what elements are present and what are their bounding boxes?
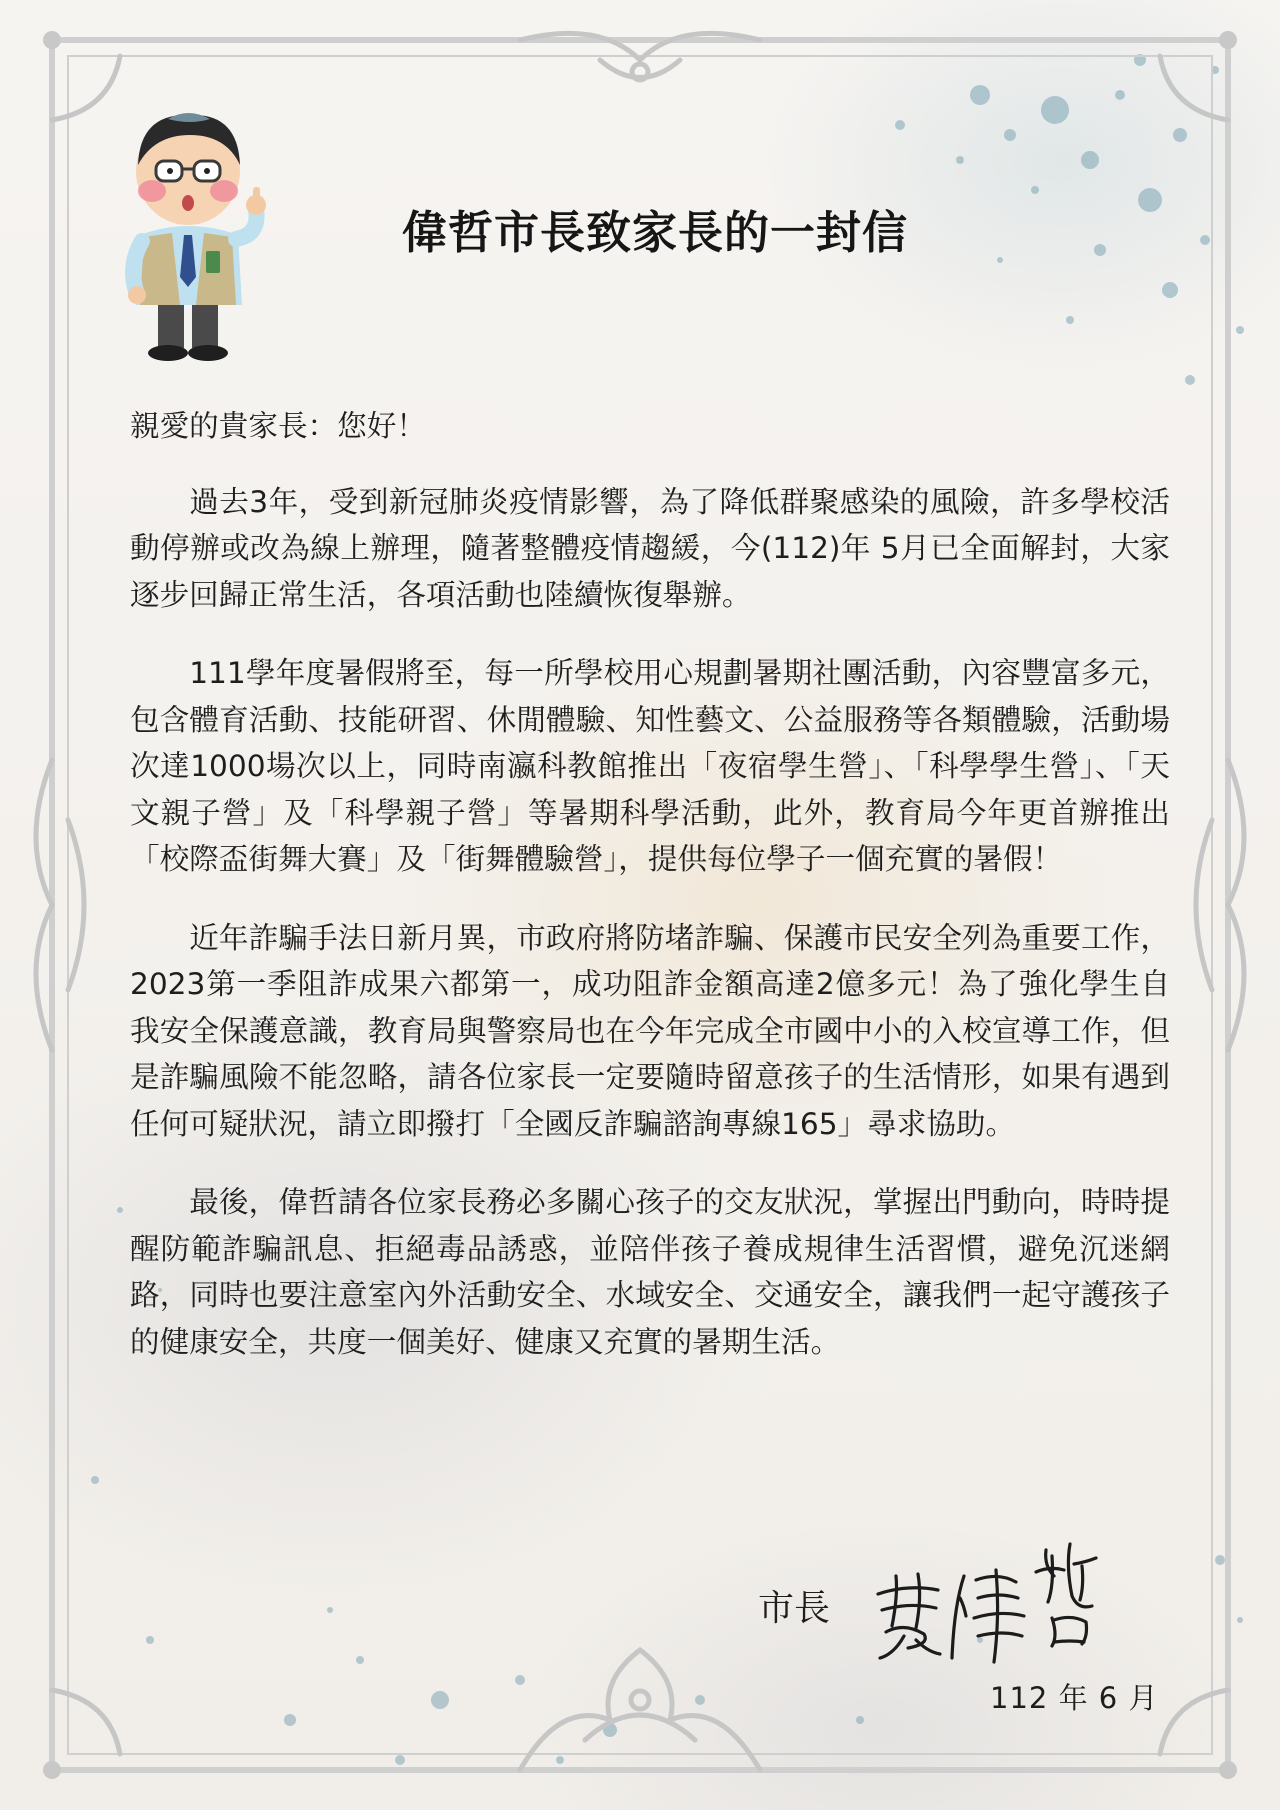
letter-greeting: 親愛的貴家長：您好！: [130, 409, 426, 443]
paragraph-covid-recovery: 過去3年，受到新冠肺炎疫情影響，為了降低群聚感染的風險，許多學校活動停辦或改為線上辦理，隨著整體疫情趨緩，今(112)年 5月已全面解封，大家逐步回歸正常生活，各項活動也陸續恢復舉辦。: [130, 484, 1170, 612]
mayor-cartoon-icon: [110, 105, 270, 365]
signature-label: 市長: [758, 1588, 831, 1629]
paragraph-closing: 最後，偉哲請各位家長務必多關心孩子的交友狀況，掌握出門動向，時時提醒防範詐騙訊息、拒絕毒品誘惑，並陪伴孩子養成規律生活習慣，避免沉迷網路，同時也要注意室內外活動安全、水域安全、交通安全，讓我們一起守護孩子的健康安全，共度一個美好、健康又充實的暑期生活。: [130, 1185, 1170, 1359]
letter-title: 偉哲市長致家長的一封信: [401, 206, 908, 259]
letter-date: 112 年 6 月: [990, 1681, 1159, 1715]
paragraph-anti-fraud: 近年詐騙手法日新月異，市政府將防堵詐騙、保護市民安全列為重要工作，2023第一季阻詐成果六都第一，成功阻詐金額高達2億多元！為了強化學生自我安全保護意識，教育局與警察局也在今年完成全市國中小的入校宣導工作，但是詐騙風險不能忽略，請各位家長一定要隨時留意孩子的生活情形，如果有遇到任何可疑狀況，請立即撥打「全國反詐騙諮詢專線165」尋求協助。: [130, 920, 1170, 1141]
letter-body: [130, 403, 1170, 1397]
paragraph-summer-activities: 111學年度暑假將至，每一所學校用心規劃暑期社團活動，內容豐富多元，包含體育活動、技能研習、休閒體驗、知性藝文、公益服務等各類體驗，活動場次達1000場次以上，同時南瀛科教館推出「夜宿學生營」、「科學學生營」、「天文親子營」及「科學親子營」等暑期科學活動，此外，教育局今年更首辦推出「校際盃街舞大賽」及「街舞體驗營」，提供每位學子一個充實的暑假！: [130, 656, 1170, 876]
handwritten-signature-icon: [868, 1536, 1108, 1666]
